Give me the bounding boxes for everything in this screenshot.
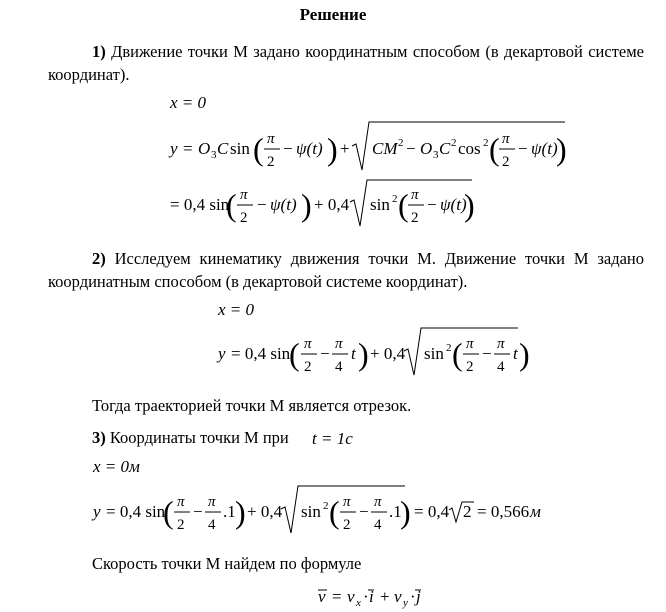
svg-text:(: ( [329, 494, 340, 530]
svg-text:j: j [416, 587, 421, 606]
svg-text:x = 0м: x = 0м [93, 457, 140, 476]
section-2-text: Исследуем кинематику движения точки М. Движение точки М задано координатным способом (в декартовой системе координат). [48, 249, 645, 291]
section-1-number: 1) [92, 42, 106, 61]
svg-text:−: − [257, 195, 267, 214]
eq-2-x [217, 300, 255, 319]
svg-text:x: x [356, 597, 361, 609]
svg-text:2: 2 [240, 210, 248, 226]
svg-text:x = 0: x = 0 [170, 93, 207, 112]
svg-text:= 0,566: = 0,566 [477, 502, 530, 521]
svg-text:= 0,4 sin: = 0,4 sin [231, 344, 291, 363]
svg-text:2: 2 [451, 137, 457, 149]
svg-text:C: C [217, 139, 229, 158]
svg-text:(: ( [489, 131, 500, 167]
svg-text:): ) [235, 494, 246, 530]
svg-text:): ) [400, 494, 411, 530]
svg-text:π: π [304, 336, 312, 352]
svg-text:O: O [420, 139, 433, 158]
eq-velocity [318, 587, 421, 609]
svg-text:t: t [351, 344, 356, 363]
svg-text:2: 2 [304, 359, 312, 375]
svg-text:y: y [93, 502, 101, 521]
svg-text:ψ(t): ψ(t) [440, 195, 467, 214]
section-3-number: 3) [92, 428, 106, 447]
svg-text:π: π [335, 336, 343, 352]
svg-text:π: π [466, 336, 474, 352]
svg-text:= 0,4: = 0,4 [414, 502, 450, 521]
svg-text:y: y [218, 344, 226, 363]
eq-1-x [169, 93, 207, 112]
svg-text:π: π [411, 187, 419, 203]
svg-text:O: O [198, 139, 211, 158]
eq-1-y-numeric [170, 180, 475, 226]
solution-title: Решение [299, 5, 367, 24]
svg-text:(: ( [289, 336, 300, 372]
eq-3-y [91, 486, 541, 533]
svg-text:2: 2 [502, 154, 510, 170]
trajectory-text: Тогда траекторией точки М является отрезок. [92, 396, 412, 415]
svg-text:−: − [283, 139, 293, 158]
svg-text:π: π [177, 494, 185, 510]
eq-3-t [312, 429, 353, 448]
svg-text:): ) [464, 187, 475, 223]
svg-text:4: 4 [374, 517, 382, 533]
svg-text:.1: .1 [389, 502, 402, 521]
svg-text:(: ( [452, 336, 463, 372]
svg-text:=: = [332, 587, 342, 606]
svg-text:x = 0: x = 0 [218, 300, 255, 319]
svg-text:ψ(t): ψ(t) [296, 139, 323, 158]
svg-text:+: + [380, 587, 390, 606]
svg-text:(: ( [253, 131, 264, 167]
svg-text:ψ(t): ψ(t) [531, 139, 558, 158]
svg-text:−: − [482, 344, 492, 363]
section-2-paragraph [48, 247, 644, 293]
svg-text:2: 2 [463, 502, 472, 521]
svg-text:π: π [208, 494, 216, 510]
svg-text:sin: sin [370, 195, 390, 214]
svg-text:−: − [427, 195, 437, 214]
section-1-text: Движение точки М задано координатным способом (в декартовой системе координат). [48, 42, 645, 84]
svg-text:2: 2 [343, 517, 351, 533]
svg-text:t = 1c: t = 1c [312, 429, 353, 448]
svg-text:C: C [439, 139, 451, 158]
svg-text:v: v [394, 587, 402, 606]
svg-text:.1: .1 [223, 502, 236, 521]
svg-text:−: − [320, 344, 330, 363]
svg-text:): ) [327, 131, 338, 167]
svg-text:sin: sin [301, 502, 321, 521]
svg-text:2: 2 [446, 342, 452, 354]
svg-text:4: 4 [208, 517, 216, 533]
svg-text:y: y [170, 139, 178, 158]
svg-text:+ 0,4: + 0,4 [314, 195, 350, 214]
svg-text:3: 3 [211, 149, 217, 161]
svg-text:+ 0,4: + 0,4 [247, 502, 283, 521]
svg-text:2: 2 [323, 500, 329, 512]
svg-text:=: = [183, 139, 193, 158]
eq-3-x [92, 457, 140, 476]
svg-text:π: π [343, 494, 351, 510]
svg-text:): ) [358, 336, 369, 372]
svg-text:−: − [406, 139, 416, 158]
svg-text:v: v [347, 587, 355, 606]
section-3-text: Координаты точки М при [109, 428, 289, 447]
svg-text:2: 2 [267, 154, 275, 170]
svg-text:3: 3 [433, 149, 439, 161]
svg-text:2: 2 [392, 193, 398, 205]
svg-text:v: v [318, 587, 326, 606]
svg-text:(: ( [398, 187, 409, 223]
svg-text:): ) [301, 187, 312, 223]
svg-text:−: − [518, 139, 528, 158]
svg-text:м: м [530, 502, 541, 521]
svg-text:π: π [374, 494, 382, 510]
svg-text:): ) [556, 131, 567, 167]
svg-text:ψ(t): ψ(t) [270, 195, 297, 214]
svg-text:π: π [502, 131, 510, 147]
svg-text:(: ( [226, 187, 237, 223]
svg-text:i: i [369, 587, 374, 606]
eq-1-y [168, 122, 567, 170]
eq-2-y [216, 328, 530, 375]
svg-text:2: 2 [466, 359, 474, 375]
speed-text: Скорость точки М найдем по формуле [92, 554, 362, 573]
svg-text:(: ( [163, 494, 174, 530]
svg-text:2: 2 [411, 210, 419, 226]
svg-text:π: π [497, 336, 505, 352]
svg-text:·: · [410, 587, 416, 606]
svg-text:y: y [403, 597, 408, 609]
svg-text:= 0,4 sin: = 0,4 sin [106, 502, 166, 521]
svg-text:= 0,4 sin: = 0,4 sin [170, 195, 230, 214]
svg-text:π: π [267, 131, 275, 147]
svg-text:): ) [519, 336, 530, 372]
section-3-heading [92, 428, 289, 448]
svg-text:sin: sin [230, 139, 250, 158]
section-2-number: 2) [92, 249, 106, 268]
svg-text:4: 4 [335, 359, 343, 375]
svg-text:−: − [193, 502, 203, 521]
svg-text:2: 2 [483, 137, 489, 149]
svg-text:2: 2 [398, 137, 404, 149]
svg-text:2: 2 [177, 517, 185, 533]
svg-text:+ 0,4: + 0,4 [370, 344, 406, 363]
svg-text:+: + [340, 139, 350, 158]
svg-text:4: 4 [497, 359, 505, 375]
svg-text:CM: CM [372, 139, 398, 158]
svg-text:π: π [240, 187, 248, 203]
svg-text:·: · [363, 587, 369, 606]
svg-text:−: − [359, 502, 369, 521]
svg-text:sin: sin [424, 344, 444, 363]
svg-text:t: t [513, 344, 518, 363]
svg-text:cos: cos [458, 139, 481, 158]
